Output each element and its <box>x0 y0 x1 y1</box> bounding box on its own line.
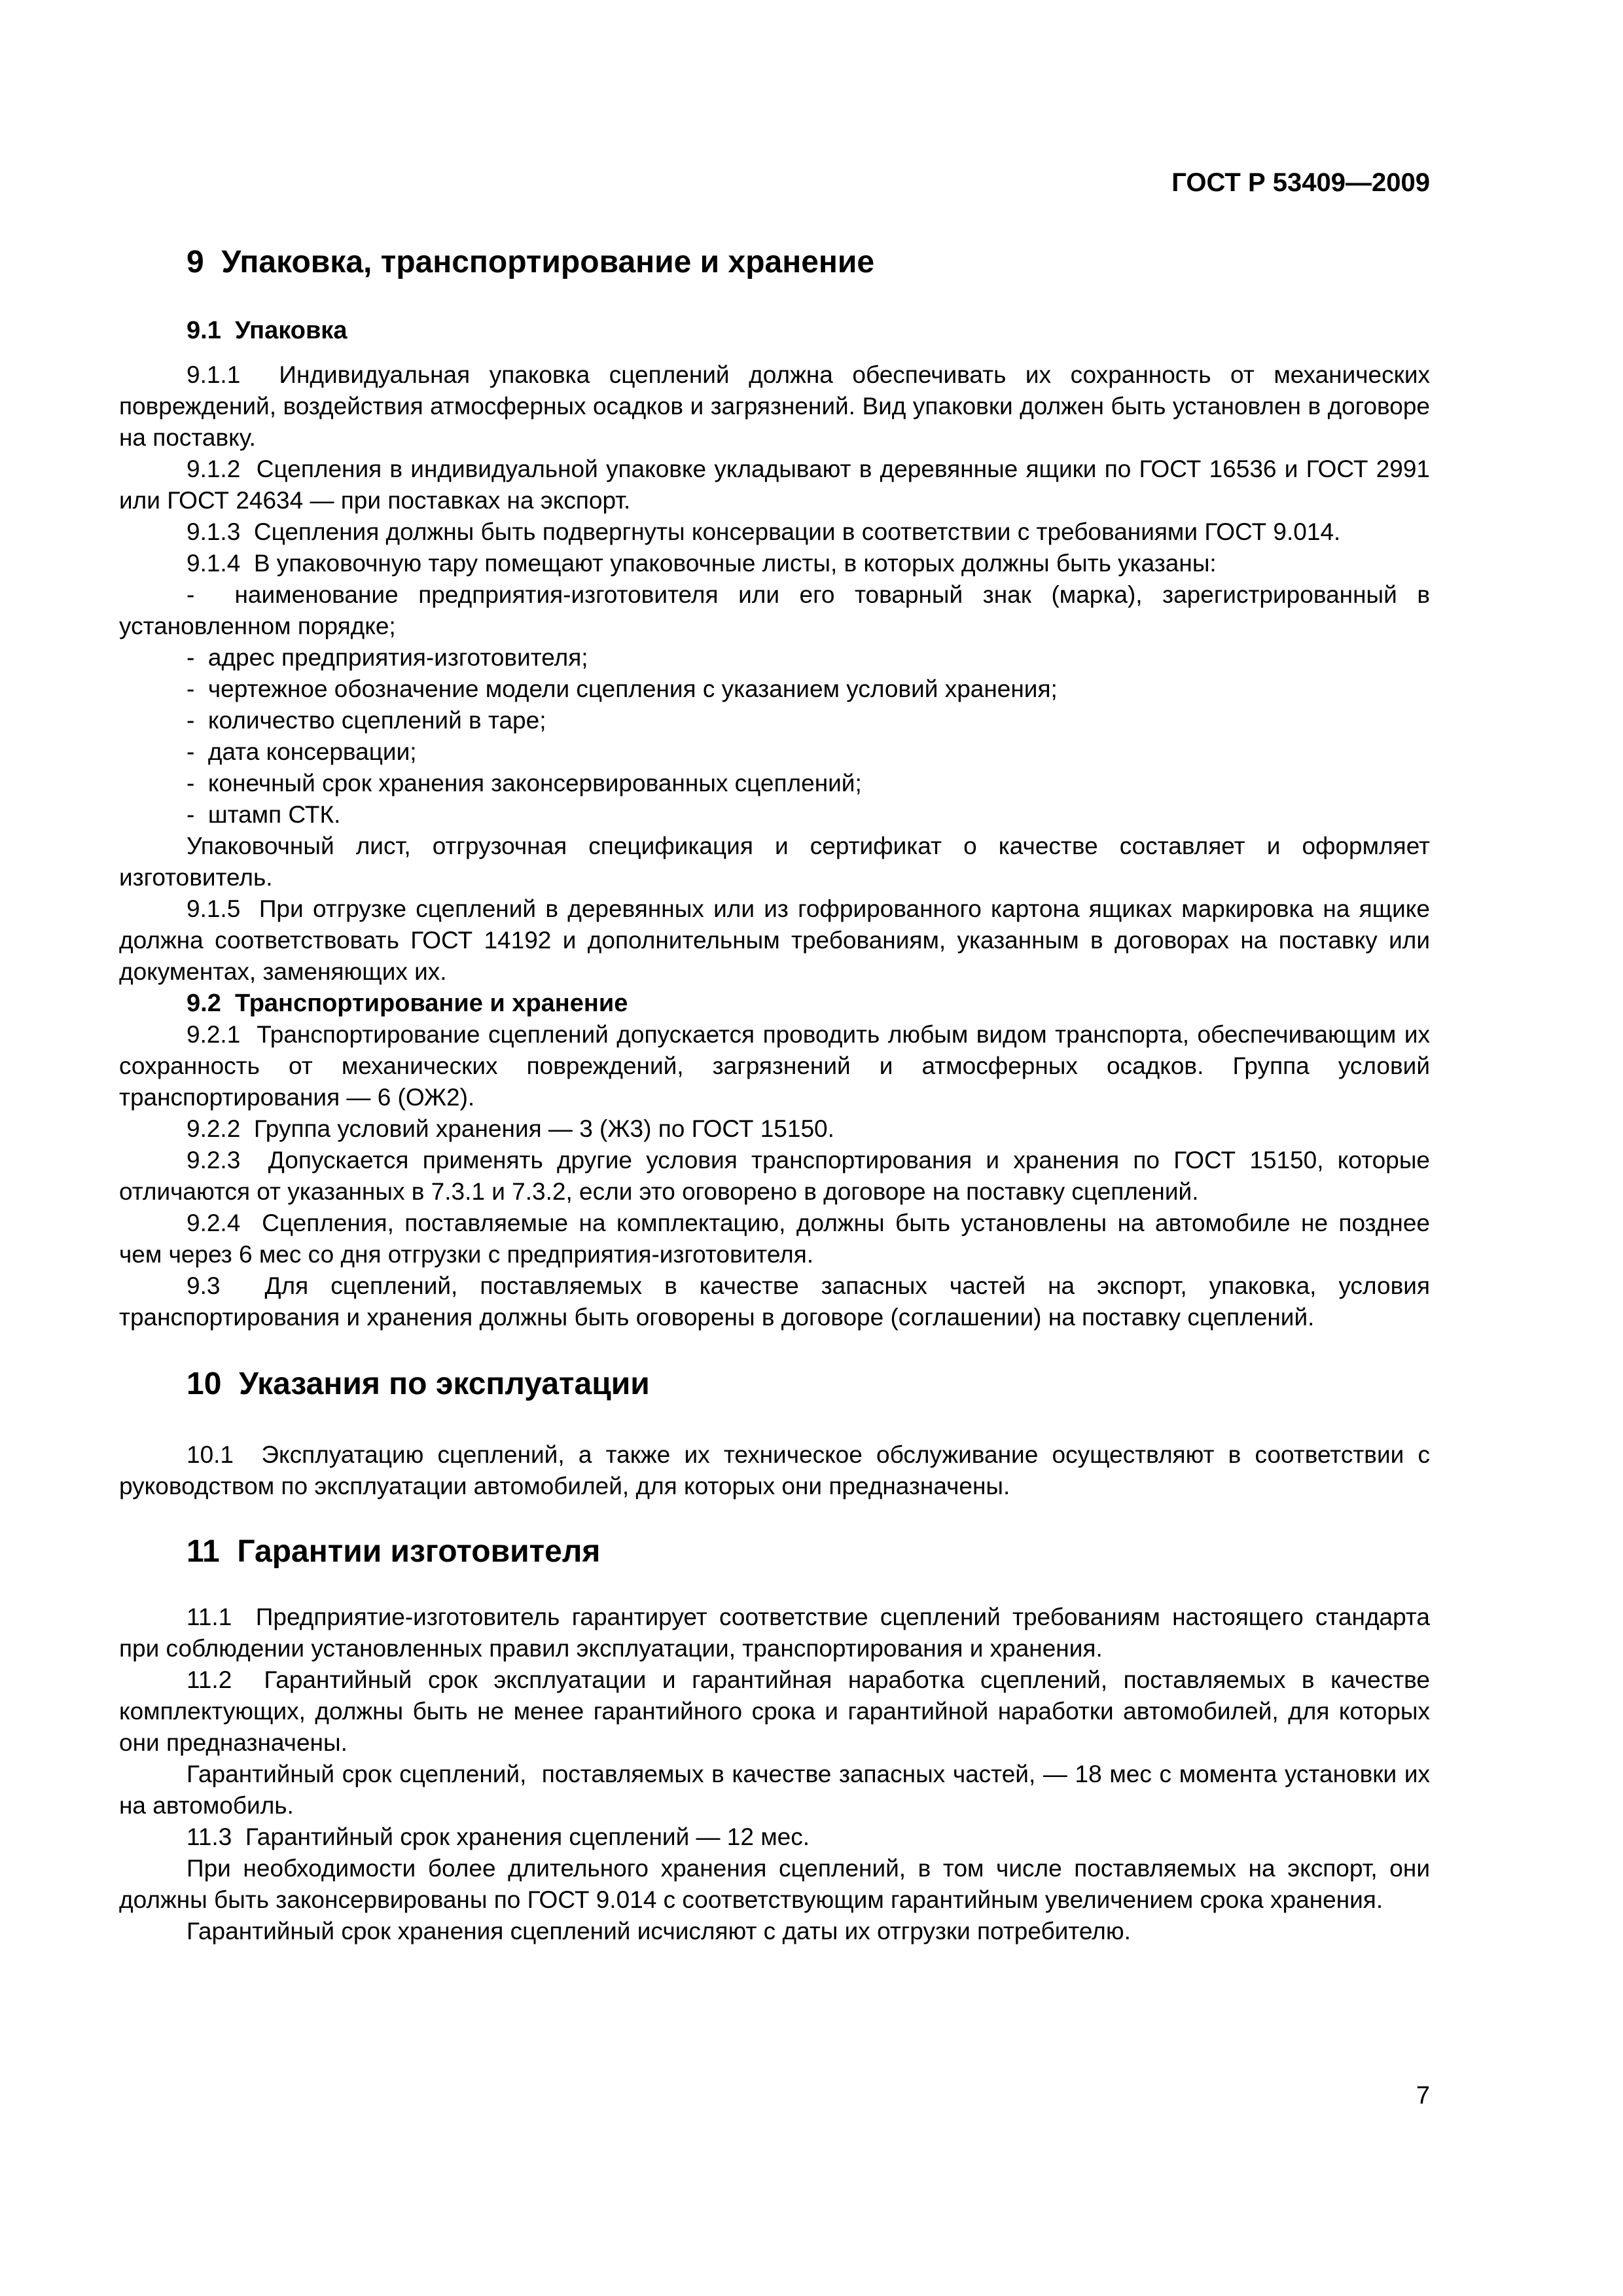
section-10-title: 10 Указания по эксплуатации <box>187 1367 650 1401</box>
para-9-2-4: 9.2.4 Сцепления, поставляемые на комплектацию, должны быть установлены на автомобиле не позднее чем через 6 мес со дня отгрузки с предприятия-изготовителя. <box>119 1210 1437 1268</box>
para-9-2-3: 9.2.3 Допускается применять другие условия транспортирования и хранения по ГОСТ 15150, которые отличаются от указанных в 7.3.1 и 7.3.2, если это оговорено в договоре на поставку сцеплений. <box>119 1147 1437 1205</box>
para-11-3-note: При необходимости более длительного хранения сцеплений, в том числе поставляемых на экспорт, они должны быть законсервированы по ГОСТ 9.014 с соответствующим гарантийным увеличением срока хранения. <box>119 1855 1437 1913</box>
list-item: - штамп СТК. <box>187 801 341 828</box>
list-item: - конечный срок хранения законсервированных сцеплений; <box>187 770 862 797</box>
para-9-1-4: 9.1.4 В упаковочную тару помещают упаковочные листы, в которых должны быть указаны: <box>187 550 1217 577</box>
para-9-1-4-note: Упаковочный лист, отгрузочная спецификация и сертификат о качестве составляет и оформляет изготовитель. <box>119 833 1437 891</box>
para-11-3: 11.3 Гарантийный срок хранения сцеплений — 12 мес. <box>187 1823 810 1850</box>
para-11-2: 11.2 Гарантийный срок эксплуатации и гарантийная наработка сцеплений, поставляемых в качестве комплектующих, должны быть не менее гарантийного срока и гарантийной наработки автомобилей, для которых они предназначены. <box>119 1666 1437 1756</box>
standard-code-header: ГОСТ Р 53409—2009 <box>1171 168 1430 197</box>
subsection-9-1-title: 9.1 Упаковка <box>187 317 348 344</box>
para-9-1-2: 9.1.2 Сцепления в индивидуальной упаковке укладывают в деревянные ящики по ГОСТ 16536 и ГОСТ 2991 или ГОСТ 24634 — при поставках на экспорт. <box>119 456 1437 514</box>
list-item: - чертежное обозначение модели сцепления с указанием условий хранения; <box>187 675 1058 702</box>
para-9-1-5: 9.1.5 При отгрузке сцеплений в деревянных или из гофрированного картона ящиках маркировка на ящике должна соответствовать ГОСТ 14192 и дополнительным требованиям, указанным в договорах на поставку или документах, заменяющих их. <box>119 895 1437 985</box>
section-9-title: 9 Упаковка, транспортирование и хранение <box>187 245 875 279</box>
page-number: 7 <box>1416 2082 1430 2109</box>
list-item: - адрес предприятия-изготовителя; <box>187 644 588 671</box>
para-11-3-note2: Гарантийный срок хранения сцеплений исчисляют с даты их отгрузки потребителю. <box>187 1918 1131 1945</box>
para-10-1: 10.1 Эксплуатацию сцеплений, а также их техническое обслуживание осуществляют в соответствии с руководством по эксплуатации автомобилей, для которых они предназначены. <box>119 1441 1437 1499</box>
para-9-2-1: 9.2.1 Транспортирование сцеплений допускается проводить любым видом транспорта, обеспечивающим их сохранность от механических повреждений, загрязнений и атмосферных осадков. Группа условий транспортирования — 6 (ОЖ2). <box>119 1021 1437 1111</box>
list-item: - количество сцеплений в таре; <box>187 707 546 734</box>
list-item: - дата консервации; <box>187 738 417 765</box>
para-9-3: 9.3 Для сцеплений, поставляемых в качестве запасных частей на экспорт, упаковка, условия транспортирования и хранения должны быть оговорены в договоре (соглашении) на поставку сцеплений. <box>119 1272 1437 1331</box>
subsection-9-2-title: 9.2 Транспортирование и хранение <box>187 990 628 1017</box>
para-11-1: 11.1 Предприятие-изготовитель гарантирует соответствие сцеплений требованиям настоящего стандарта при соблюдении установленных правил эксплуатации, транспортирования и хранения. <box>119 1604 1437 1662</box>
para-9-2-2: 9.2.2 Группа условий хранения — 3 (Ж3) по ГОСТ 15150. <box>187 1115 834 1142</box>
para-9-1-3: 9.1.3 Сцепления должны быть подвергнуты консервации в соответствии с требованиями ГОСТ 9.014. <box>187 518 1341 545</box>
list-item: - наименование предприятия-изготовителя или его товарный знак (марка), зарегистрированный в установленном порядке; <box>119 581 1437 639</box>
section-11-title: 11 Гарантии изготовителя <box>187 1534 601 1569</box>
para-11-2-note: Гарантийный срок сцеплений, поставляемых в качестве запасных частей, — 18 мес с момента установки их на автомобиль. <box>119 1761 1437 1819</box>
para-9-1-1: 9.1.1 Индивидуальная упаковка сцеплений должна обеспечивать их сохранность от механических повреждений, воздействия атмосферных осадков и загрязнений. Вид упаковки должен быть установлен в договоре на поставку. <box>119 361 1437 451</box>
